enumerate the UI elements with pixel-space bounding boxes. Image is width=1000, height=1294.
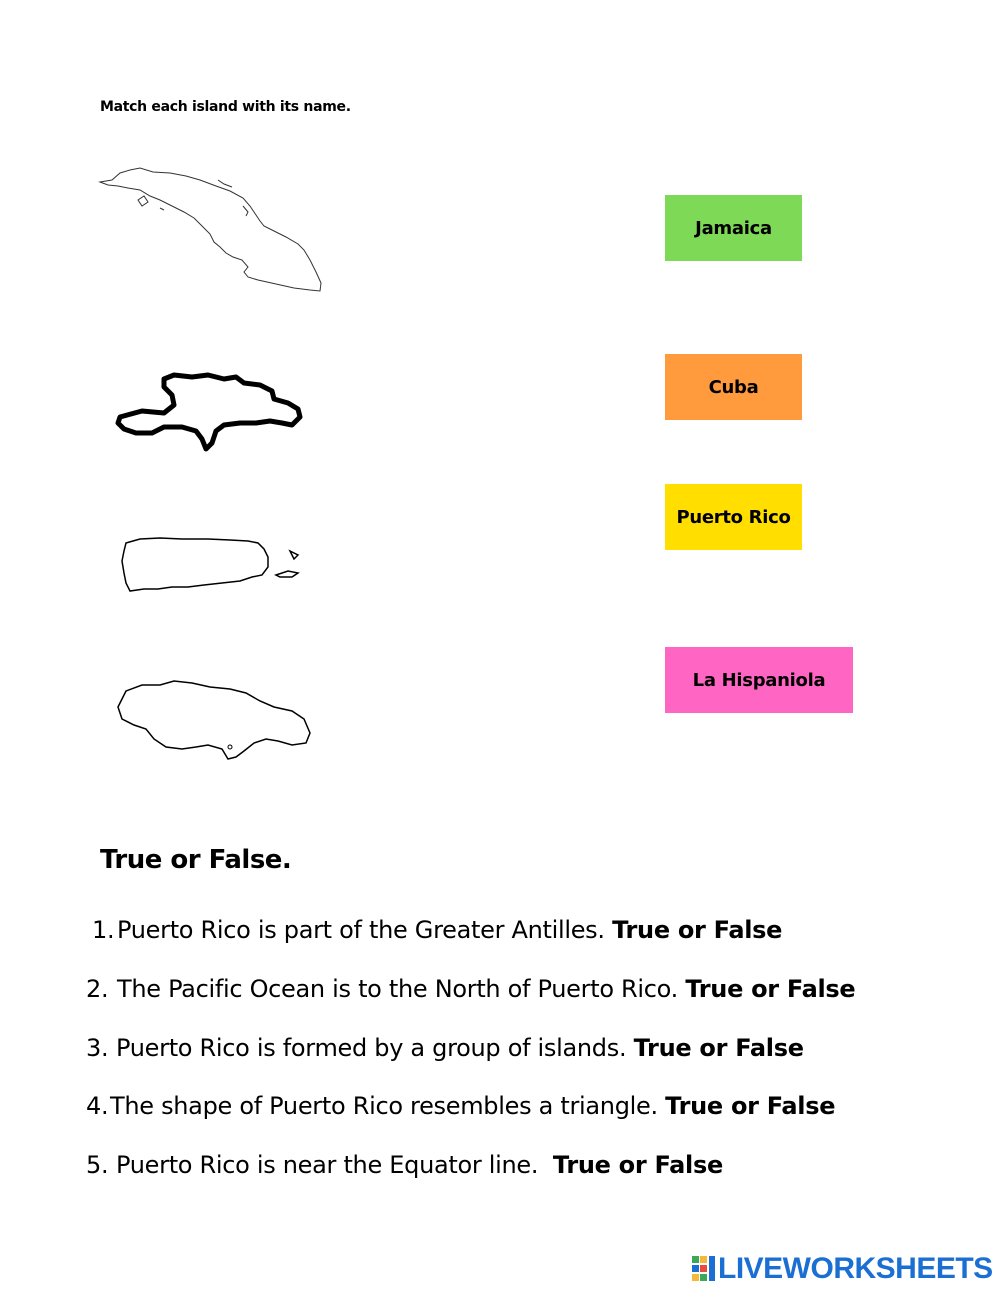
statement-5: [86, 1151, 723, 1179]
label-la-hispaniola[interactable]: [665, 647, 853, 713]
label-jamaica-text: Jamaica: [695, 217, 772, 239]
statement-number: 3.: [86, 1034, 109, 1062]
statement-text: The shape of Puerto Rico resembles a triangle.: [110, 1092, 658, 1120]
statement-5-answer[interactable]: True or False: [552, 1151, 723, 1179]
label-puerto-rico[interactable]: [665, 484, 802, 550]
liveworksheets-logo-icon: [692, 1256, 716, 1282]
statement-1-answer[interactable]: True or False: [612, 916, 783, 944]
statement-text: The Pacific Ocean is to the North of Puerto Rico.: [117, 975, 678, 1003]
statement-number: 5.: [86, 1151, 109, 1179]
statement-3: [86, 1034, 804, 1062]
statement-4-answer[interactable]: True or False: [665, 1092, 836, 1120]
label-jamaica[interactable]: [665, 195, 802, 261]
statement-number: 4.: [86, 1092, 109, 1120]
statement-number: 2.: [86, 975, 109, 1003]
puerto-rico-outline-icon: [118, 533, 308, 595]
liveworksheets-logo: [692, 1254, 993, 1284]
cuba-outline-icon: [98, 160, 324, 296]
section-title: True or False.: [100, 845, 292, 875]
label-puerto-rico-text: Puerto Rico: [676, 506, 791, 528]
label-la-hispaniola-text: La Hispaniola: [692, 669, 826, 691]
statement-1: [92, 916, 782, 944]
label-cuba-text: Cuba: [708, 376, 759, 398]
jamaica-outline-icon: [112, 677, 314, 763]
statement-2-answer[interactable]: True or False: [685, 975, 856, 1003]
statement-3-answer[interactable]: True or False: [633, 1034, 804, 1062]
liveworksheets-logo-text: LIVEWORKSHEETS: [718, 1252, 993, 1285]
label-cuba[interactable]: [665, 354, 802, 420]
hispaniola-outline-icon: [112, 369, 308, 453]
instruction-text: Match each island with its name.: [100, 99, 351, 115]
statement-text: Puerto Rico is part of the Greater Antilles.: [117, 916, 605, 944]
statement-4: [86, 1092, 835, 1120]
statement-text: Puerto Rico is formed by a group of islands.: [116, 1034, 627, 1062]
statement-text: Puerto Rico is near the Equator line.: [116, 1151, 539, 1179]
statement-2: [86, 975, 855, 1003]
statement-number: 1.: [92, 916, 115, 944]
